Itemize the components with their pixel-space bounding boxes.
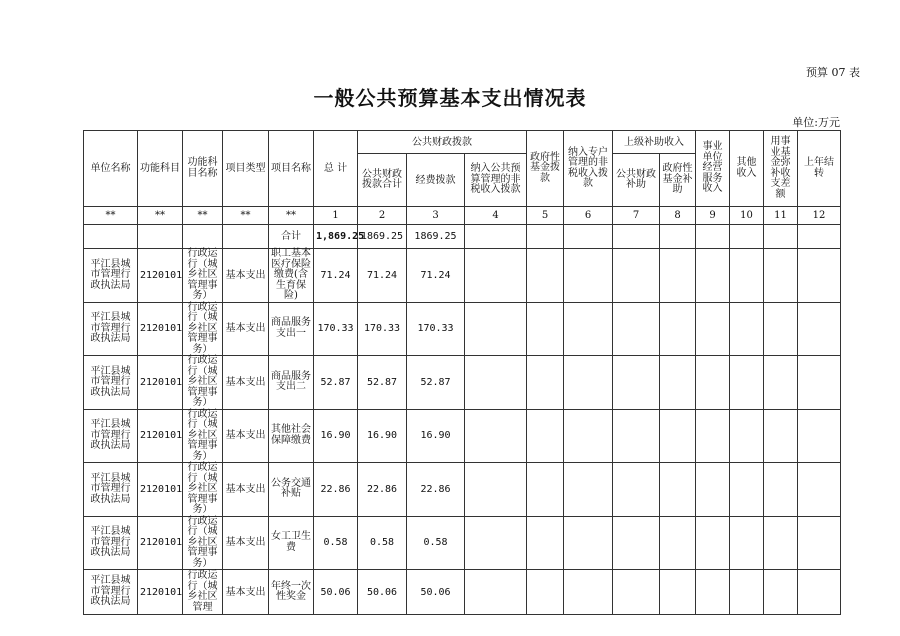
empty-cell [465, 225, 527, 249]
index-cell: 4 [465, 207, 527, 225]
empty-cell [138, 225, 183, 249]
row-project-name: 其他社会保障缴费 [269, 409, 314, 463]
row-project-type: 基本支出 [223, 463, 269, 517]
row-func-subject-name: 行政运行（城乡社区管理事务） [183, 463, 223, 517]
empty-cell [764, 570, 798, 615]
col-header-project-type: 项目类型 [223, 131, 269, 207]
empty-cell [764, 409, 798, 463]
index-cell: 5 [527, 207, 564, 225]
index-cell: ** [138, 207, 183, 225]
empty-cell [613, 570, 660, 615]
table-row [84, 516, 841, 570]
row-func-code: 2120101 [138, 570, 183, 615]
row-public-total: 50.06 [358, 570, 407, 615]
empty-cell [696, 570, 730, 615]
row-func-code: 2120101 [138, 302, 183, 356]
row-funds: 50.06 [407, 570, 465, 615]
col-header-unit-name: 单位名称 [84, 131, 138, 207]
index-cell: 9 [696, 207, 730, 225]
row-funds: 16.90 [407, 409, 465, 463]
total-label: 合计 [269, 225, 314, 249]
empty-cell [613, 516, 660, 570]
row-func-subject-name: 行政运行（城乡社区管理事务） [183, 356, 223, 410]
row-func-subject-name: 行政运行（城乡社区管理事务） [183, 302, 223, 356]
col-header-superior-subsidy: 上级补助收入 [613, 131, 696, 154]
row-project-type: 基本支出 [223, 249, 269, 303]
row-public-total: 170.33 [358, 302, 407, 356]
empty-cell [564, 356, 613, 410]
row-funds: 0.58 [407, 516, 465, 570]
col-header-funds-alloc: 经费拨款 [407, 154, 465, 207]
empty-cell [465, 302, 527, 356]
empty-cell [730, 356, 764, 410]
empty-cell [764, 516, 798, 570]
empty-cell [527, 409, 564, 463]
form-number: 预算 07 表 [806, 66, 860, 79]
data-rows [84, 249, 841, 615]
empty-cell [564, 463, 613, 517]
row-unit-name: 平江县城市管理行政执法局 [84, 249, 138, 303]
empty-cell [660, 409, 696, 463]
row-project-type: 基本支出 [223, 302, 269, 356]
row-public-total: 16.90 [358, 409, 407, 463]
col-header-total: 总 计 [314, 131, 358, 207]
empty-cell [527, 570, 564, 615]
col-header-reserve-fund: 用事业基金弥补收支差额 [764, 131, 798, 207]
empty-cell [527, 356, 564, 410]
empty-cell [223, 225, 269, 249]
index-cell: 1 [314, 207, 358, 225]
row-public-total: 22.86 [358, 463, 407, 517]
empty-cell [798, 409, 841, 463]
empty-cell [613, 409, 660, 463]
empty-cell [696, 249, 730, 303]
empty-cell [798, 463, 841, 517]
empty-cell [696, 302, 730, 356]
row-funds: 52.87 [407, 356, 465, 410]
row-func-code: 2120101 [138, 356, 183, 410]
empty-cell [527, 302, 564, 356]
total-funds-value: 1869.25 [407, 225, 465, 249]
table-row [84, 409, 841, 463]
row-func-code: 2120101 [138, 249, 183, 303]
empty-cell [730, 249, 764, 303]
index-cell: 12 [798, 207, 841, 225]
row-funds: 71.24 [407, 249, 465, 303]
unit-label: 单位:万元 [792, 116, 840, 129]
empty-cell [564, 516, 613, 570]
empty-cell [527, 516, 564, 570]
row-total: 71.24 [314, 249, 358, 303]
table-row [84, 302, 841, 356]
row-project-type: 基本支出 [223, 409, 269, 463]
row-project-type: 基本支出 [223, 516, 269, 570]
empty-cell [527, 463, 564, 517]
index-cell: ** [84, 207, 138, 225]
col-header-other-income: 其他收入 [730, 131, 764, 207]
empty-cell [465, 356, 527, 410]
row-func-subject-name: 行政运行（城乡社区管理事务） [183, 409, 223, 463]
row-project-name: 公务交通补贴 [269, 463, 314, 517]
empty-cell [696, 463, 730, 517]
row-total: 50.06 [314, 570, 358, 615]
col-header-nontax-in-budget: 纳入公共预算管理的非税收入拨款 [465, 154, 527, 207]
row-total: 22.86 [314, 463, 358, 517]
row-func-subject-name: 行政运行（城乡社区管理事务） [183, 516, 223, 570]
row-public-total: 71.24 [358, 249, 407, 303]
index-cell: ** [269, 207, 314, 225]
row-total: 16.90 [314, 409, 358, 463]
col-header-public-funds: 公共财政拨款 [358, 131, 527, 154]
empty-cell [465, 463, 527, 517]
empty-cell [660, 249, 696, 303]
empty-cell [613, 463, 660, 517]
empty-cell [798, 302, 841, 356]
row-project-name: 职工基本医疗保险缴费(含生育保险) [269, 249, 314, 303]
empty-cell [465, 516, 527, 570]
row-func-subject-name: 行政运行（城乡社区管理 [183, 570, 223, 615]
row-project-name: 女工卫生费 [269, 516, 314, 570]
row-public-total: 52.87 [358, 356, 407, 410]
empty-cell [660, 516, 696, 570]
empty-cell [660, 225, 696, 249]
row-project-name: 商品服务支出二 [269, 356, 314, 410]
empty-cell [730, 570, 764, 615]
row-unit-name: 平江县城市管理行政执法局 [84, 356, 138, 410]
index-cell: 11 [764, 207, 798, 225]
row-total: 170.33 [314, 302, 358, 356]
index-cell: 7 [613, 207, 660, 225]
row-unit-name: 平江县城市管理行政执法局 [84, 409, 138, 463]
empty-cell [564, 249, 613, 303]
empty-cell [764, 356, 798, 410]
empty-cell [660, 302, 696, 356]
empty-cell [764, 463, 798, 517]
col-header-func-subject-name: 功能科目名称 [183, 131, 223, 207]
row-func-code: 2120101 [138, 463, 183, 517]
row-project-type: 基本支出 [223, 570, 269, 615]
empty-cell [696, 225, 730, 249]
table-row [84, 249, 841, 303]
empty-cell [764, 249, 798, 303]
empty-cell [798, 516, 841, 570]
empty-cell [730, 516, 764, 570]
total-public-value: 1869.25 [358, 225, 407, 249]
empty-cell [465, 570, 527, 615]
total-row [84, 225, 841, 249]
empty-cell [613, 225, 660, 249]
total-grand-value: 1,869.25 [314, 225, 358, 249]
empty-cell [613, 249, 660, 303]
col-header-func-subject: 功能科目 [138, 131, 183, 207]
empty-cell [660, 356, 696, 410]
row-project-type: 基本支出 [223, 356, 269, 410]
empty-cell [730, 463, 764, 517]
empty-cell [613, 356, 660, 410]
empty-cell [84, 225, 138, 249]
row-project-name: 商品服务支出一 [269, 302, 314, 356]
col-header-special-nontax: 纳入专户管理的非税收入拨款 [564, 131, 613, 207]
empty-cell [660, 463, 696, 517]
col-header-project-name: 项目名称 [269, 131, 314, 207]
budget-table [83, 130, 841, 615]
empty-cell [696, 516, 730, 570]
empty-cell [696, 356, 730, 410]
empty-cell [798, 249, 841, 303]
row-unit-name: 平江县城市管理行政执法局 [84, 570, 138, 615]
empty-cell [564, 409, 613, 463]
empty-cell [798, 225, 841, 249]
header-row-1 [84, 131, 841, 154]
row-public-total: 0.58 [358, 516, 407, 570]
empty-cell [660, 570, 696, 615]
col-header-gov-fund: 政府性基金拨款 [527, 131, 564, 207]
empty-cell [465, 249, 527, 303]
empty-cell [564, 225, 613, 249]
row-funds: 170.33 [407, 302, 465, 356]
table-row [84, 356, 841, 410]
index-cell: ** [223, 207, 269, 225]
empty-cell [696, 409, 730, 463]
col-header-public-funds-total: 公共财政拨款合计 [358, 154, 407, 207]
index-cell: ** [183, 207, 223, 225]
row-unit-name: 平江县城市管理行政执法局 [84, 516, 138, 570]
row-total: 0.58 [314, 516, 358, 570]
row-funds: 22.86 [407, 463, 465, 517]
empty-cell [730, 302, 764, 356]
empty-cell [730, 409, 764, 463]
empty-cell [564, 302, 613, 356]
row-project-name: 年终一次性奖金 [269, 570, 314, 615]
row-total: 52.87 [314, 356, 358, 410]
col-header-gov-fund-subsidy: 政府性基金补助 [660, 154, 696, 207]
index-row [84, 207, 841, 225]
row-unit-name: 平江县城市管理行政执法局 [84, 463, 138, 517]
index-cell: 3 [407, 207, 465, 225]
col-header-carryover: 上年结转 [798, 131, 841, 207]
empty-cell [764, 302, 798, 356]
col-header-business-income: 事业单位经营服务收入 [696, 131, 730, 207]
row-func-code: 2120101 [138, 409, 183, 463]
index-cell: 8 [660, 207, 696, 225]
table-row [84, 463, 841, 517]
row-unit-name: 平江县城市管理行政执法局 [84, 302, 138, 356]
empty-cell [183, 225, 223, 249]
empty-cell [465, 409, 527, 463]
empty-cell [527, 249, 564, 303]
empty-cell [798, 356, 841, 410]
row-func-code: 2120101 [138, 516, 183, 570]
index-cell: 2 [358, 207, 407, 225]
table-row [84, 570, 841, 615]
col-header-public-subsidy: 公共财政补助 [613, 154, 660, 207]
page-title: 一般公共预算基本支出情况表 [313, 86, 587, 110]
row-func-subject-name: 行政运行（城乡社区管理事务） [183, 249, 223, 303]
empty-cell [564, 570, 613, 615]
empty-cell [613, 302, 660, 356]
index-cell: 6 [564, 207, 613, 225]
empty-cell [764, 225, 798, 249]
empty-cell [730, 225, 764, 249]
empty-cell [527, 225, 564, 249]
index-cell: 10 [730, 207, 764, 225]
empty-cell [798, 570, 841, 615]
